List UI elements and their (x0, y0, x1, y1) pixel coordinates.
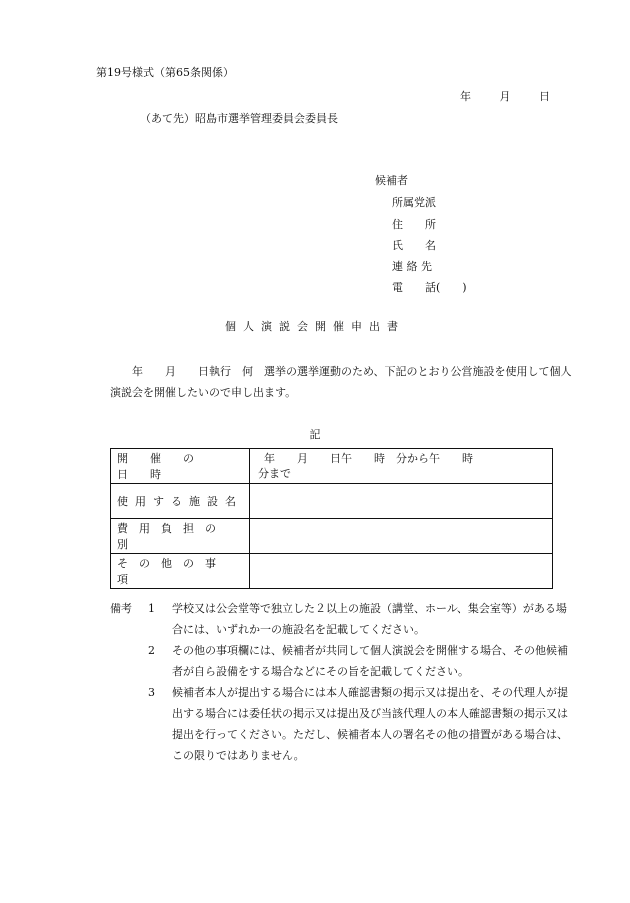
table-row (111, 519, 553, 554)
table-row (111, 449, 553, 484)
facility-value[interactable] (250, 484, 553, 519)
date-year: 年 (460, 90, 471, 103)
row-label-cost (111, 519, 250, 554)
remarks-section (110, 598, 570, 766)
label-text: 開催の日時 (117, 452, 216, 481)
field-address: 住 所 (392, 218, 436, 231)
field-party: 所属党派 (392, 196, 436, 209)
form-number: 第19号様式（第65条関係） (96, 66, 234, 79)
remark-item-1 (110, 598, 570, 640)
remark-num: 2 (148, 644, 155, 657)
ki-marker: 記 (309, 428, 321, 441)
date-day: 日 (539, 90, 550, 103)
field-phone: 電 話( ) (392, 281, 467, 294)
field-name: 氏 名 (392, 239, 436, 252)
remark-item-3 (110, 682, 570, 766)
remarks-label: 備考 (110, 602, 132, 615)
datetime-value[interactable] (250, 449, 553, 484)
field-contact: 連 絡 先 (392, 260, 432, 273)
label-text: その他の事項 (117, 557, 227, 586)
remark-text: その他の事項欄には、候補者が共同して個人演説会を開催する場合、その他候補者が自ら設備をする場合などにその旨を記載してください。 (172, 644, 568, 678)
addressee: （あて先）昭島市選挙管理委員会委員長 (140, 112, 338, 125)
info-table (110, 448, 553, 589)
label-text: 費用負担の別 (117, 522, 227, 551)
spread-label (117, 450, 243, 482)
remark-num: 1 (148, 602, 155, 615)
document-title: 個人演説会開催申出書 (225, 320, 405, 333)
datetime-line2: 分まで (258, 467, 291, 480)
remark-item-2 (110, 640, 570, 682)
row-label-other (111, 554, 250, 589)
table-row (111, 554, 553, 589)
cost-value[interactable] (250, 519, 553, 554)
date-month: 月 (499, 90, 511, 103)
remark-text: 学校又は公会堂等で独立した２以上の施設（講堂、ホール、集会室等）がある場合には、いずれか一の施設名を記載してください。 (172, 602, 567, 636)
candidate-label: 候補者 (375, 174, 408, 187)
body-paragraph: 年 月 日執行 何 選挙の選挙運動のため、下記のとおり公営施設を使用して個人演説会を開催したいので申し出ます。 (110, 365, 572, 399)
row-label-datetime (111, 449, 250, 484)
label-text: 使用する施設名 (117, 495, 243, 508)
other-value[interactable] (250, 554, 553, 589)
remark-text: 候補者本人が提出する場合には本人確認書類の掲示又は提出を、その代理人が提出する場合には委任状の掲示又は提出及び当該代理人の本人確認書類の掲示又は提出を行ってください。ただし、候補者本人の署名その他の措置がある場合は、この限りではありません。 (172, 686, 568, 762)
date-line (460, 88, 550, 104)
row-label-facility (111, 484, 250, 519)
datetime-line1: 年 月 日午 時 分から午 時 (264, 452, 473, 465)
remark-num: 3 (148, 686, 155, 699)
table-row (111, 484, 553, 519)
